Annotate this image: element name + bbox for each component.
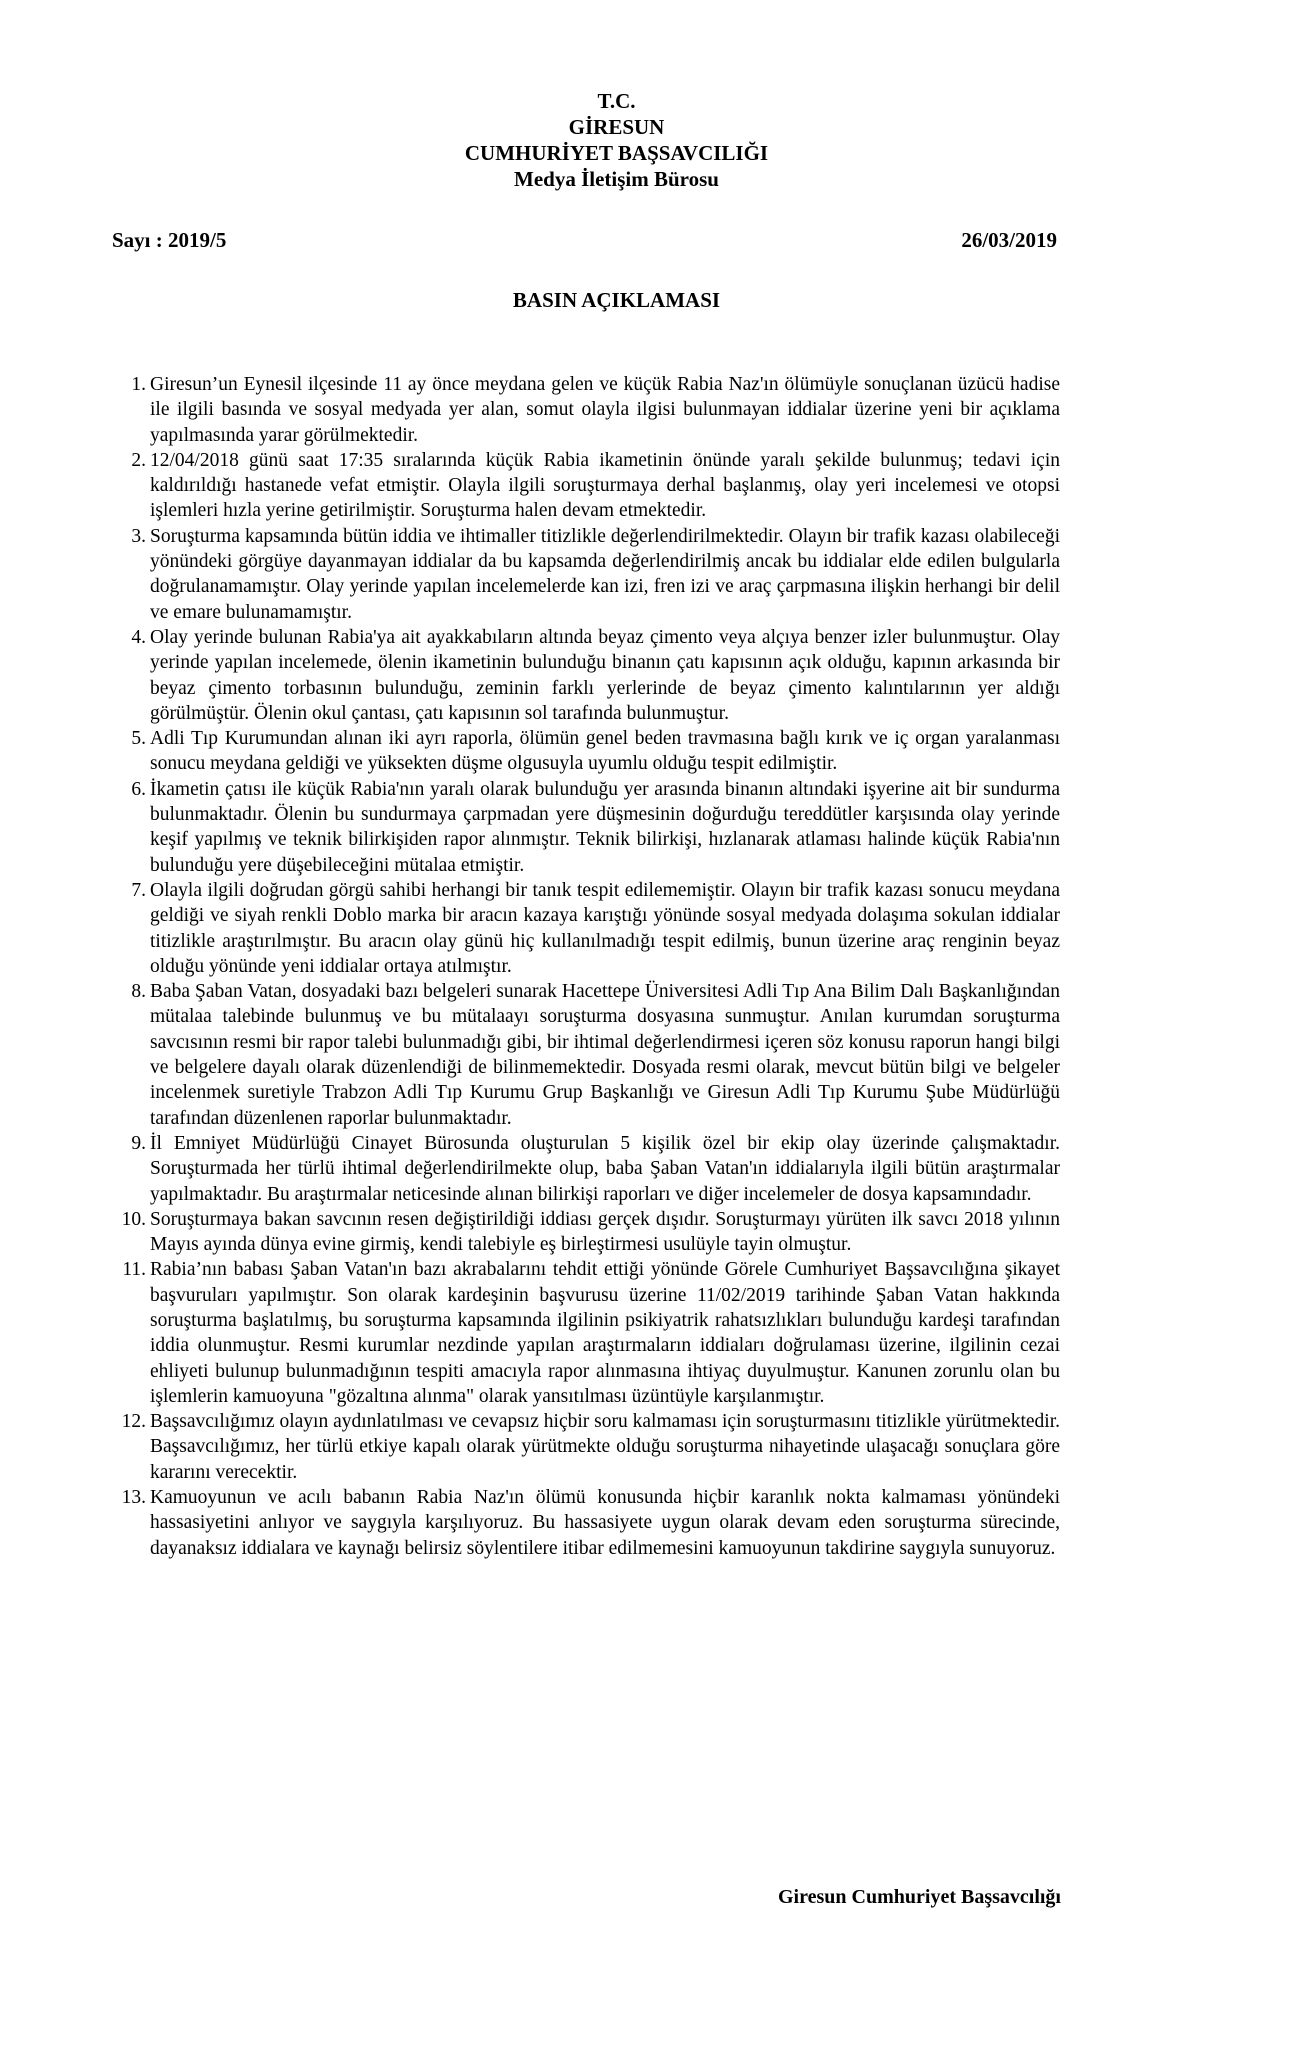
list-item: [131, 979, 1060, 1131]
list-item: [121, 1207, 1060, 1258]
item-number: 12.: [121, 1411, 146, 1433]
item-number: 13.: [121, 1487, 146, 1509]
item-text: Rabia’nın babası Şaban Vatan'ın bazı akrabalarını tehdit ettiği yönünde Görele Cumhuriyet Başsavcılığına şikayet başvuruları yapılmıştır. Son olarak kardeşinin başvurusu üzerine 11/02/2019 tarihinde Şaban Vatan hakkında soruşturma başlatılmış, bu soruşturma kapsamında ilgilinin psikiyatrik rahatsızlıkları bulunduğu kardeşi tarafından iddia olunmuştur. Resmi kurumlar nezdinde yapılan araştırmaların iddiaları doğrulaması üzerine, ilgilinin cezai ehliyeti bulunup bulunmadığının tespiti amacıyla rapor alınmasına ihtiyaç duyulmuştur. Kanunen zorunlu olan bu işlemlerin kamuoyuna "gözaltına alınma" olarak yansıtılması üzüntüyle karşılanmıştır.: [150, 1259, 1060, 1407]
item-text: Soruşturmaya bakan savcının resen değiştirildiği iddiası gerçek dışıdır. Soruşturmayı yürüten ilk savcı 2018 yılının Mayıs ayında dünya evine girmiş, kendi talebiyle eş birleştirmesi usulüyle tayin olmuştur.: [150, 1208, 1060, 1256]
document-number: Sayı : 2019/5: [112, 228, 227, 252]
item-text: Kamuoyunun ve acılı babanın Rabia Naz'ın ölümü konusunda hiçbir karanlık nokta kalmaması yönündeki hassasiyetini anlıyor ve saygıyla karşılıyoruz. Bu hassasiyete uygun olarak devam eden soruşturma sürecinde, dayanaksız iddialara ve kaynağı belirsiz söylentilere itibar edilmemesini kamuoyunun takdirine saygıyla sunuyoruz.: [150, 1487, 1060, 1559]
list-item: [131, 726, 1060, 777]
item-number: 10.: [121, 1208, 146, 1230]
item-number: 2.: [131, 449, 146, 471]
item-text: Başsavcılığımız olayın aydınlatılması ve cevapsız hiçbir soru kalmaması için soruşturmasını titizlikle yürütmektedir. Başsavcılığımız, her türlü etkiye kapalı olarak yürütmekte olduğu soruşturma nihayetinde ulaşacağı sonuçlara göre kararını verecektir.: [150, 1411, 1060, 1483]
item-text: Soruşturma kapsamında bütün iddia ve ihtimaller titizlikle değerlendirilmektedir. Olayın bir trafik kazası olabileceği yönündeki görgüye dayanmayan iddialar da bu kapsamda değerlendirilmiş ancak bu iddialar elde edilen bulgularla doğrulanamamıştır. Olay yerinde yapılan incelemelerde kan izi, fren izi ve araç çarpmasına ilişkin herhangi bir delil ve emare bulunamamıştır.: [150, 525, 1060, 623]
letterhead-line-4: Medya İletişim Bürosu: [514, 167, 719, 191]
item-number: 6.: [131, 778, 146, 800]
item-number: 1.: [131, 374, 146, 395]
document-title: BASIN AÇIKLAMASI: [512, 288, 721, 312]
item-text: Olay yerinde bulunan Rabia'ya ait ayakkabıların altında beyaz çimento veya alçıya benzer izler bulunmuştur. Olay yerinde yapılan incelemede, ölenin ikametinin bulunduğu binanın çatı kapısının açık olduğu, kapının arkasında bir beyaz çimento torbasının bulunduğu, zeminin farklı yerlerinde de beyaz çimento kalıntılarının yer aldığı görülmüştür. Ölenin okul çantası, çatı kapısının sol tarafında bulunmuştur.: [150, 626, 1060, 724]
list-item: [131, 878, 1060, 979]
letterhead-line-3: CUMHURİYET BAŞSAVCILIĞI: [464, 141, 769, 165]
document-meta: [112, 228, 1057, 253]
letterhead-line-1: T.C.: [597, 89, 636, 113]
item-text: 12/04/2018 günü saat 17:35 sıralarında küçük Rabia ikametinin önünde yaralı şekilde bulunmuş; tedavi için kaldırıldığı hastanede vefat etmiştir. Olayla ilgili soruşturmaya derhal başlanmış, olay yeri incelemesi ve otopsi işlemleri hızla yerine getirilmiştir. Soruşturma halen devam etmektedir.: [150, 449, 1060, 522]
item-number: 9.: [131, 1132, 146, 1154]
item-number: 11.: [122, 1259, 146, 1281]
list-item: [131, 1131, 1060, 1207]
list-item: [121, 1409, 1060, 1485]
item-number: 3.: [131, 525, 146, 547]
item-text: Baba Şaban Vatan, dosyadaki bazı belgeleri sunarak Hacettepe Üniversitesi Adli Tıp Ana Bilim Dalı Başkanlığından mütalaa talebinde bulunmuş ve bu mütalaayı soruşturma dosyasına sunmuştur. Anılan kurumdan soruşturma savcısının resmi bir rapor talebi bulunmadığı gibi, bir ihtimal değerlendirmesi içeren söz konusu raporun hangi bilgi ve belgelere dayalı olarak düzenlendiği de bilinmemektedir. Dosyada resmi olarak, mevcut bütün bilgi ve belgeler incelenmek suretiyle Trabzon Adli Tıp Kurumu Grup Başkanlığı ve Giresun Adli Tıp Kurumu Şube Müdürlüğü tarafından düzenlenen raporlar bulunmaktadır.: [150, 981, 1060, 1129]
item-text: İl Emniyet Müdürlüğü Cinayet Bürosunda oluşturulan 5 kişilik özel bir ekip olay üzerinde çalışmaktadır. Soruşturmada her türlü ihtimal değerlendirilmekte olup, baba Şaban Vatan'ın iddialarıyla ilgili bütün araştırmalar yapılmaktadır. Bu araştırmalar neticesinde alınan bilirkişi raporları ve diğer incelemeler de dosya kapsamındadır.: [150, 1132, 1060, 1205]
item-text: İkametin çatısı ile küçük Rabia'nın yaralı olarak bulunduğu yer arasında binanın altındaki işyerine ait bir sundurma bulunmaktadır. Ölenin bu sundurmaya çarpmadan yere düşmesinin doğurduğu tereddütler karşısında olay yerinde keşif yapılmış ve teknik bilirkişiden rapor alınmıştır. Teknik bilirkişi, hızlanarak atlaması halinde küçük Rabia'nın bulunduğu yere düşebileceğini mütalaa etmiştir.: [150, 778, 1060, 876]
list-item: [121, 1485, 1060, 1561]
item-number: 5.: [131, 728, 146, 750]
item-text: Olayla ilgili doğrudan görgü sahibi herhangi bir tanık tespit edilememiştir. Olayın bir trafik kazası sonucu meydana geldiği ve siyah renkli Doblo marka bir aracın kazaya karıştığı yönünde sosyal medyada dolaşıma sokulan iddialar titizlikle araştırılmıştır. Bu aracın olay günü hiç kullanılmadığı tespit edilmiş, bunun üzerine araç renginin beyaz olduğu yönünde yeni iddialar ortaya atılmıştır.: [150, 879, 1060, 977]
list-item: [122, 1257, 1060, 1409]
item-number: 4.: [131, 626, 146, 648]
statement-list: [121, 372, 1060, 1561]
list-item: [131, 777, 1060, 878]
item-text: Giresun’un Eynesil ilçesinde 11 ay önce meydana gelen ve küçük Rabia Naz'ın ölümüyle sonuçlanan üzücü hadise ile ilgili basında ve sosyal medyada yer alan, somut olayla ilgisi bulunmayan iddialar üzerine yeni bir açıklama yapılmasında yarar görülmektedir.: [150, 374, 1060, 446]
list-item: [131, 524, 1060, 625]
list-item: [131, 625, 1060, 726]
list-item: [131, 372, 1060, 448]
document-date: 26/03/2019: [961, 228, 1057, 252]
item-number: 7.: [131, 879, 146, 901]
letterhead: [0, 88, 1233, 192]
signature-block: Giresun Cumhuriyet Başsavcılığı: [778, 1886, 1061, 1908]
item-text: Adli Tıp Kurumundan alınan iki ayrı raporla, ölümün genel beden travmasına bağlı kırık ve iç organ yaralanması sonucu meydana geldiği ve yüksekten düşme olgusuyla uyumlu olduğu tespit edilmiştir.: [150, 728, 1060, 775]
list-item: [131, 448, 1060, 524]
letterhead-line-2: GİRESUN: [568, 115, 665, 139]
item-number: 8.: [131, 981, 146, 1003]
